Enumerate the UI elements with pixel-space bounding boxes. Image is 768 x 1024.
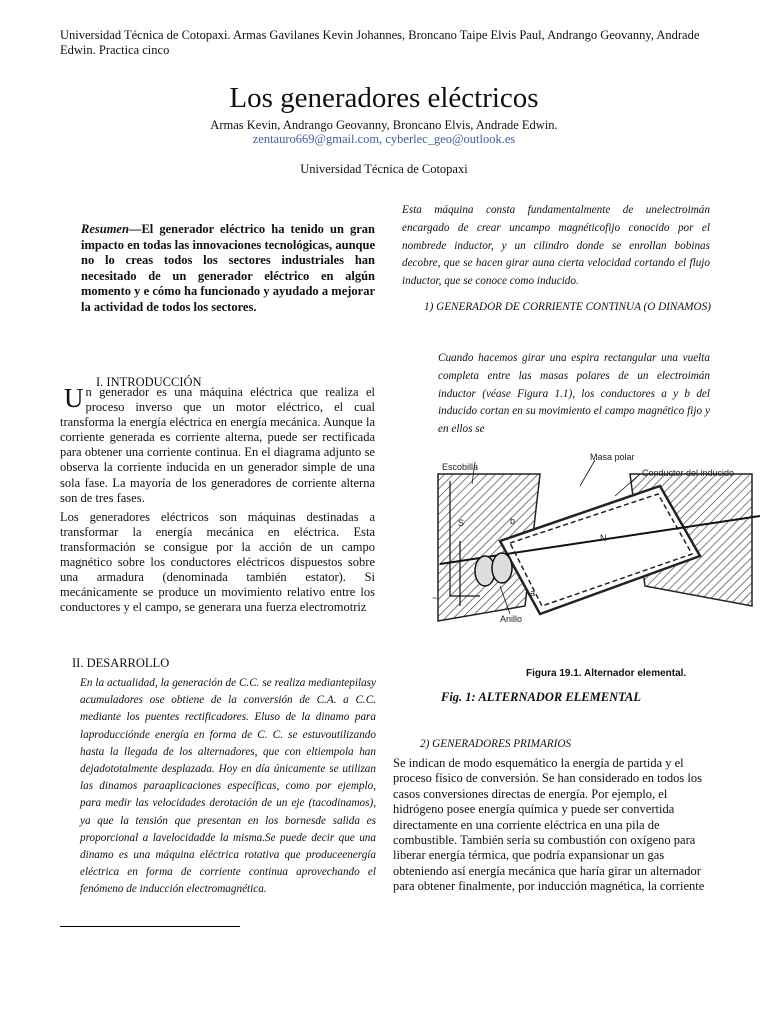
author-list: Armas Kevin, Andrango Geovanny, Broncano Elvis, Andrade Edwin. [210,118,558,132]
footnote-rule [60,926,240,927]
figure-printed-caption: Figura 19.1. Alternador elemental. [526,668,687,679]
desarrollo-body: En la actualidad, la generación de C.C. se realiza mediantepilasy acumuladores ose obtiene de la conversión de C.A. a C.C. mediante los puentes rectificadores. Eluso de la dinamo para laproducciónde energía en forma de C. C. se estuvoutilizando hasta la llegada de los alternadores, que con eltiempola han dejadototalmente desplazada. Hoy en día únicamente se utilizan las dinamos paraaplicaciones específicas, como por ejemplo, para medir las velocidades derotación de un eje (tacodinamos), ya que la tensión que presentan en los bornesde salida es proporcional a lavelocidadde la misma.Se puede decir que una dinamo es una máquina eléctrica rotativa que produceenergía eléctrica en forma de corriente continua aprovechando el fenómeno de inducción electromagnética. [80,677,376,896]
label-pole-n: N [600,533,607,543]
generador-cc-body: Cuando hacemos girar una espira rectangular una vuelta completa entre las masas polares de un electroimán inductor (véase Figura 1.1), los conductores a y b del inducido cortan en su movimiento el campo magnético fijo y en ellos se [438,352,710,436]
alternator-diagram [430,446,760,666]
section-heading-desarrollo: II. DESARROLLO [72,656,170,670]
label-conductor-inducido: Conductor del inducido [642,468,735,478]
machine-description: Esta máquina consta fundamentalmente de unelectroimán encargado de crear uncampo magnéticofijo conocido por el nombrede inductor, y un cilindro donde se enrollan bobinas decobre, que se hacen girar auna cierta velocidad cortando el flujo inductor, que se conoce como inducido. [402,204,710,288]
introduction-body [60,385,375,619]
intro-p1-text: n generador es una máquina eléctrica que realiza el proceso inverso que un motor eléctrico, el cual transforma la energía eléctrica en energía mecánica. Aunque la corriente generada es corriente alterna, puede ser rectificada para obtener una corriente continua. En el diagrama adjunto se observa la corriente inducida en un generador simple de una sola fase. La mayoría de los generadores de corriente alterna son de tres fases. [60,385,375,505]
label-ac-symbol: ~ [432,593,438,603]
subsection-heading-generador-cc: 1) GENERADOR DE CORRIENTE CONTINUA (O DINAMOS) [424,301,711,313]
label-conductor-a: a [530,588,536,598]
abstract-text: El generador eléctrico ha tenido un gran impacto en todas las innovaciones tecnológicas, aunque no lo creas todos los sectores industriales han necesitado de un generador eléctrico en algún momento y e cómo ha funcionado y ayudado a mejorar la actividad de todos los sectores. [81,222,375,314]
section-heading-introduccion: I. INTRODUCCIÓN [96,375,202,389]
abstract-label: Resumen— [81,222,142,236]
intro-paragraph-1 [60,385,375,506]
label-escobilla: Escobilla [442,462,479,472]
intro-paragraph-2: Los generadores eléctricos son máquinas destinadas a transformar la energía mecánica en eléctrica. Esta transformación se consigue por la acción de un campo magnético sobre los conductores eléctricos dispuestos sobre una armadura (denominada también estator). Si mecánicamente se produce un movimiento relativo entre los conductores y el campo, se generara una fuerza electromotriz [60,509,375,615]
running-header: Universidad Técnica de Cotopaxi. Armas Gavilanes Kevin Johannes, Broncano Taipe Elvis Paul, Andrango Geovanny, Andrade Edwin. Practica cinco [60,28,700,57]
label-conductor-b: b [510,516,516,526]
drop-cap: U [64,383,84,413]
label-masa-polar: Masa polar [590,452,635,462]
generadores-primarios-body: Se indican de modo esquemático la energía de partida y el proceso físico de conversión. Se han considerado en todos los casos conversiones directas de energía. Por ejemplo, el hidrógeno posee energía química y puede ser convertida directamente en una corriente eléctrica en una pila de combustible. También sería su combustión con oxígeno para liberar energía térmica, que podría expansionar un gas obteniendo así energía mecánica que haría girar un alternador para obtener finalmente, por inducción magnética, la corriente [393,756,705,894]
label-anillo: Anillo [500,614,523,624]
affiliation: Universidad Técnica de Cotopaxi [300,162,468,176]
author-emails[interactable]: zentauro669@gmail.com, cyberlec_geo@outlook.es [252,132,516,146]
abstract [81,222,375,316]
subsection-heading-generadores-primarios: 2) GENERADORES PRIMARIOS [420,738,571,750]
label-pole-s: S [458,518,465,528]
paper-title: Los generadores eléctricos [229,82,539,114]
figure-caption: Fig. 1: ALTERNADOR ELEMENTAL [441,690,642,704]
